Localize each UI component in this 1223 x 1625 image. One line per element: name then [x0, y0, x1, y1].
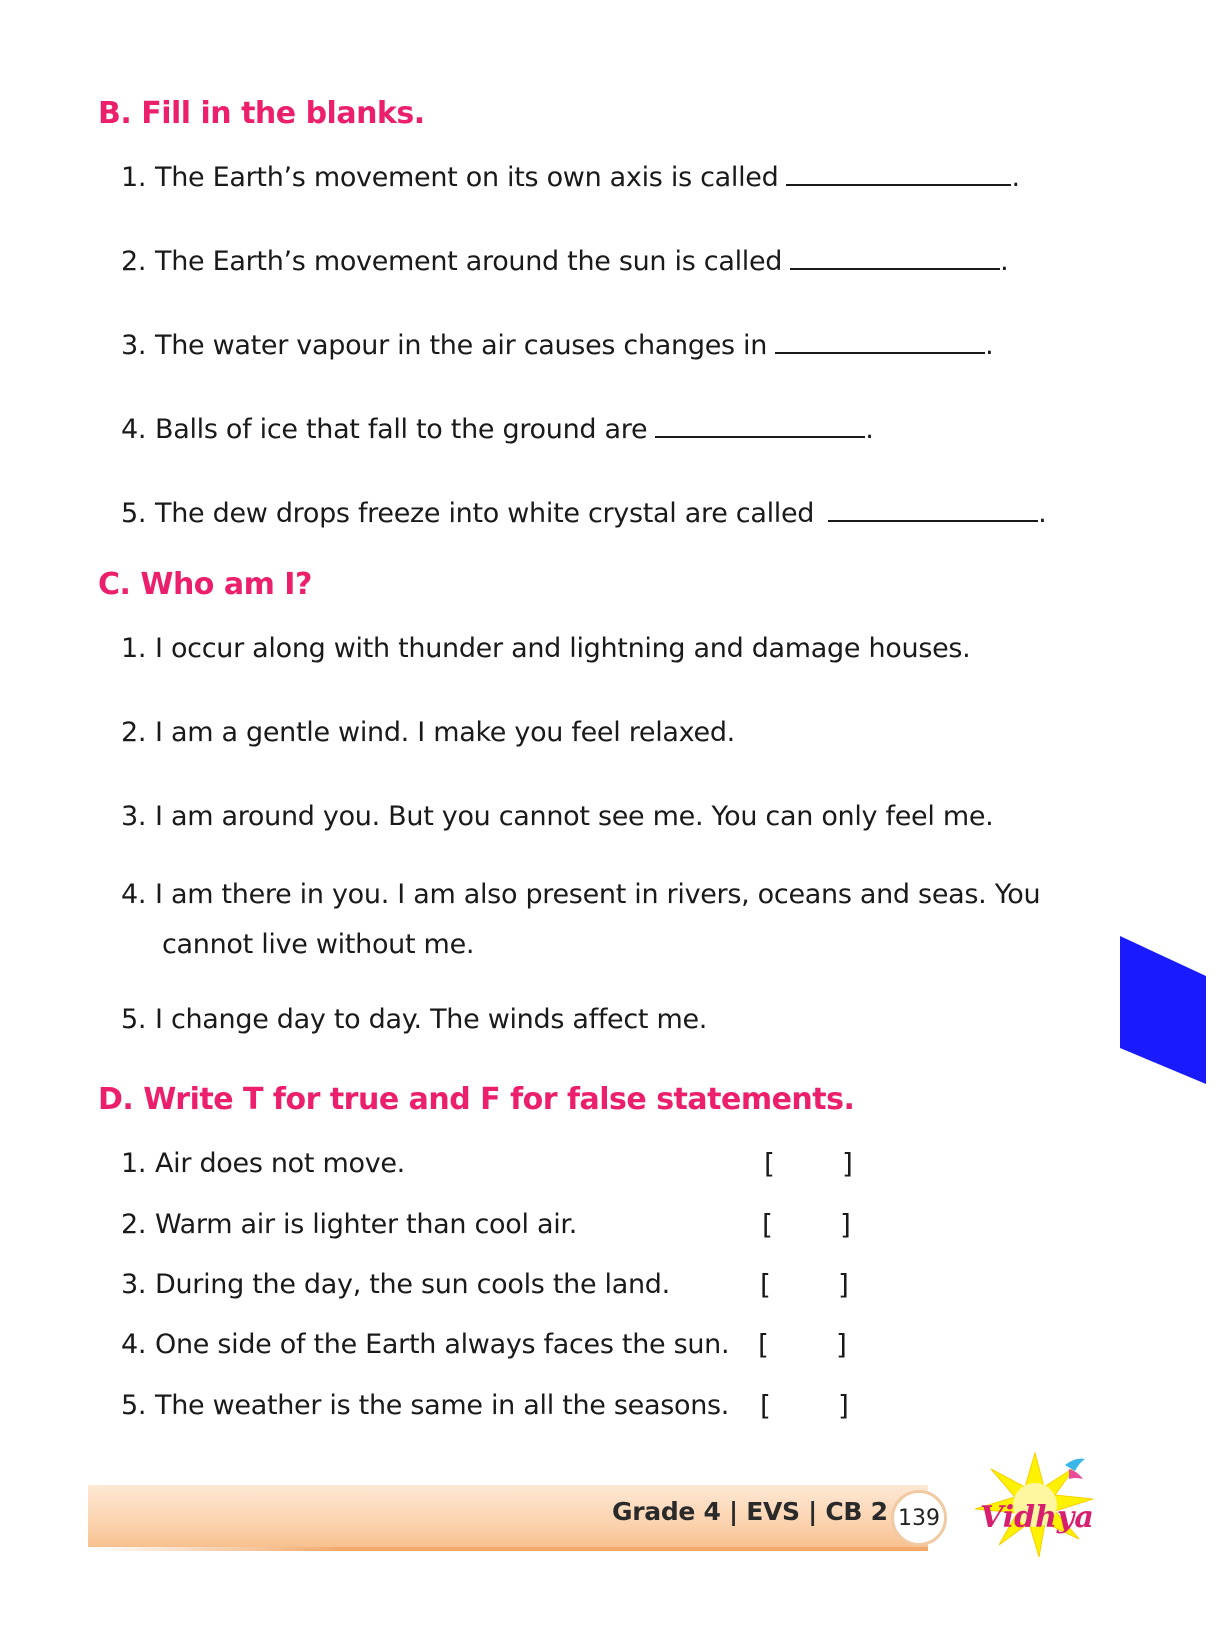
item-number: 1. [121, 633, 147, 664]
item-text: I am there in you. I am also present in rivers, oceans and seas. You [155, 879, 1041, 910]
answer-bracket-open[interactable]: [ [760, 1389, 771, 1422]
item-number: 5. [121, 498, 147, 529]
fill-blank-item-5 [121, 496, 1046, 532]
item-number: 4. [121, 1329, 147, 1360]
item-text: One side of the Earth always faces the sun. [155, 1329, 730, 1360]
item-text: The dew drops freeze into white crystal are called [155, 498, 815, 529]
item-text: The Earth’s movement on its own axis is called [155, 162, 779, 193]
item-number: 2. [121, 1209, 147, 1240]
item-text: The weather is the same in all the seasons. [155, 1390, 730, 1421]
answer-blank[interactable] [775, 330, 985, 354]
item-end: . [985, 330, 994, 361]
who-am-i-item-4 [121, 877, 1040, 913]
who-am-i-item-1 [121, 631, 970, 667]
fill-blank-item-3 [121, 328, 993, 364]
item-text: Warm air is lighter than cool air. [155, 1209, 577, 1240]
answer-bracket-open[interactable]: [ [764, 1147, 775, 1180]
section-d-heading: D. Write T for true and F for false statements. [98, 1082, 855, 1117]
item-end: . [865, 414, 874, 445]
item-number: 4. [121, 879, 147, 910]
page-number: 139 [891, 1490, 947, 1546]
item-text: Balls of ice that fall to the ground are [155, 414, 648, 445]
true-false-item-3 [121, 1267, 670, 1303]
item-end: . [1000, 246, 1009, 277]
item-number: 1. [121, 162, 147, 193]
answer-bracket-close: ] [842, 1147, 853, 1180]
item-number: 2. [121, 246, 147, 277]
answer-blank[interactable] [828, 498, 1038, 522]
answer-blank[interactable] [790, 246, 1000, 270]
answer-bracket-close: ] [838, 1389, 849, 1422]
item-number: 2. [121, 717, 147, 748]
section-c-heading: C. Who am I? [98, 567, 312, 602]
item-text: I am around you. But you cannot see me. You can only feel me. [155, 801, 994, 832]
answer-bracket-close: ] [840, 1208, 851, 1241]
answer-bracket-open[interactable]: [ [762, 1208, 773, 1241]
fill-blank-item-2 [121, 244, 1008, 280]
answer-bracket-close: ] [836, 1328, 847, 1361]
item-number: 1. [121, 1148, 147, 1179]
fill-blank-item-1 [121, 160, 1020, 196]
item-text: I occur along with thunder and lightning and damage houses. [155, 633, 971, 664]
section-b-heading: B. Fill in the blanks. [98, 96, 425, 131]
item-number: 3. [121, 801, 147, 832]
vidhya-logo-text: Vidhya [980, 1500, 1094, 1535]
answer-bracket-open[interactable]: [ [760, 1268, 771, 1301]
true-false-item-4 [121, 1327, 729, 1363]
item-number: 5. [121, 1390, 147, 1421]
answer-bracket-close: ] [838, 1268, 849, 1301]
item-text: Air does not move. [155, 1148, 405, 1179]
item-text: I change day to day. The winds affect me. [155, 1004, 708, 1035]
true-false-item-1 [121, 1146, 405, 1182]
item-text: During the day, the sun cools the land. [155, 1269, 670, 1300]
answer-blank[interactable] [786, 162, 1011, 186]
item-number: 4. [121, 414, 147, 445]
who-am-i-item-2 [121, 715, 735, 751]
item-number: 3. [121, 330, 147, 361]
item-end: . [1011, 162, 1020, 193]
who-am-i-item-4-continuation: cannot live without me. [162, 929, 475, 960]
answer-bracket-open[interactable]: [ [758, 1328, 769, 1361]
true-false-item-2 [121, 1207, 577, 1243]
fill-blank-item-4 [121, 412, 874, 448]
item-text: The Earth’s movement around the sun is called [155, 246, 783, 277]
item-text: I am a gentle wind. I make you feel relaxed. [155, 717, 735, 748]
answer-blank[interactable] [655, 414, 865, 438]
item-end: . [1038, 498, 1047, 529]
footer-label: Grade 4 | EVS | CB 2 [612, 1497, 888, 1526]
item-text: The water vapour in the air causes changes in [155, 330, 768, 361]
who-am-i-item-3 [121, 799, 993, 835]
item-number: 5. [121, 1004, 147, 1035]
item-number: 3. [121, 1269, 147, 1300]
true-false-item-5 [121, 1388, 729, 1424]
who-am-i-item-5 [121, 1002, 707, 1038]
